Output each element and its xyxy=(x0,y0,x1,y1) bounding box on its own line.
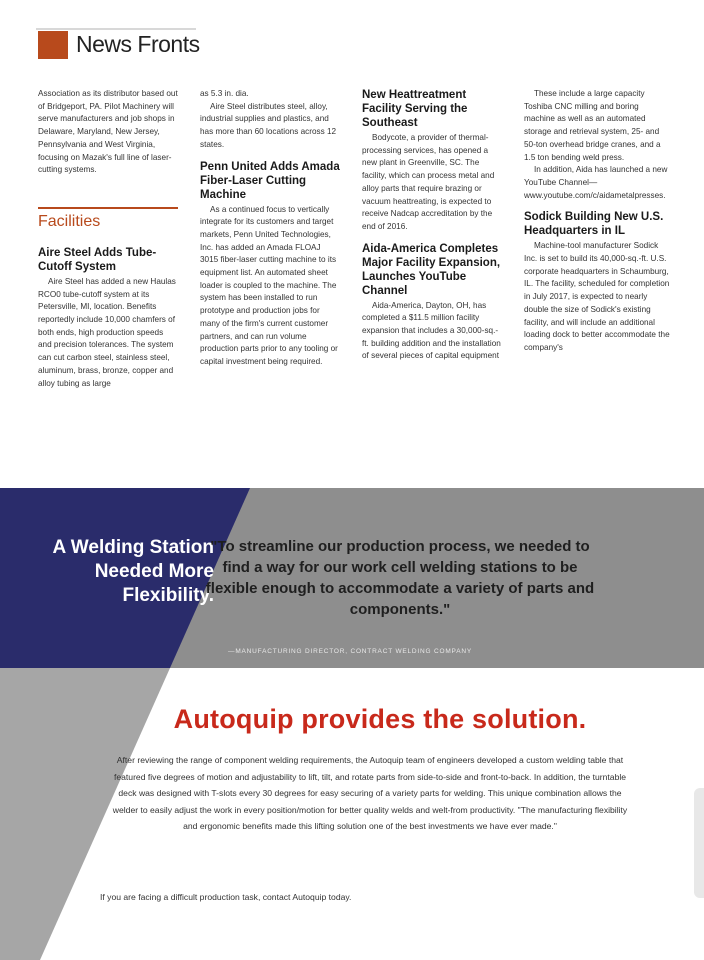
sodick-body: Machine-tool manufacturer Sodick Inc. is set to build its 40,000-sq.-ft. U.S. corporate headquarters in Schaumburg, IL. The facility, scheduled for completion in July 2017, is expected to nearly double the size of Sodick's existing facility, and will include an additional loading dock to better accommodate the company's xyxy=(524,241,670,352)
aida-america-headline: Aida-America Completes Major Facility Expansion, Launches YouTube Channel xyxy=(362,242,501,297)
page-edge-tab xyxy=(694,788,704,898)
sodick-headline: Sodick Building New U.S. Headquarters in IL xyxy=(524,211,664,238)
aire-steel-continued: as 5.3 in. dia. xyxy=(200,89,249,98)
aida-america-body: Aida-America, Dayton, OH, has completed a $11.5 million facility expansion that includes a 30,000-sq.-ft. building addition and the installation of several pieces of capital equipment xyxy=(362,300,501,361)
facilities-section-label: Facilities xyxy=(38,207,178,232)
section-title: News Fronts xyxy=(76,31,200,57)
aire-steel-continued-paragraph: Aire Steel distributes steel, alloy, industrial supplies and plastics, and has more than 60 locations across 12 states. xyxy=(200,101,337,149)
penn-united-headline: Penn United Adds Amada Fiber-Laser Cutting Machine xyxy=(200,160,340,201)
penn-united-body: As a continued focus to vertically integrate for its customers and target markets, Penn United Technologies, Inc. has added an Amada FLOAJ 3015 fiber-laser cutting machine to its equipment list. An automated sheet loader is coupled to the machine. The system has been installed to run prototype and production jobs for many of the firm's current customer partners, and can run volume production parts prior to any tooling or capital investment being required. xyxy=(200,204,338,366)
heattreatment-body: Bodycote, a provider of thermal-processing services, has opened a new plant in Greenville, SC. The facility, which can process metal and alloy parts that require brazing or vacuum heattreating, is expected to receive Nadcap accreditation by the end of 2016. xyxy=(362,133,495,231)
aire-steel-headline: Aire Steel Adds Tube-Cutoff System xyxy=(38,246,157,273)
ad-headline: A Welding Station Needed More Flexibility. xyxy=(52,537,214,606)
ad-solution-title: Autoquip provides the solution. xyxy=(173,704,587,734)
aida-continued-paragraph: These include a large capacity Toshiba CNC milling and boring machine as well as an automated storage and retrieval system, 25- and 50-ton overhead bridge cranes, and a 1.5 ton bending weld press. xyxy=(524,89,661,162)
column-1 xyxy=(38,88,178,390)
column-4 xyxy=(524,88,670,355)
aire-steel-body: Aire Steel has added a new Haulas RCO0 tube-cutoff system at its Petersville, MI, location. Benefits reportedly include 10,000 chamfers of both ends, high production speeds and precision tolerances. The system can cut carbon steel, stainless steel, aluminum, brass, bronze, copper and alloy tubing as large xyxy=(38,276,176,388)
intro-paragraph: Association as its distributor based out of Bridgeport, PA. Pilot Machinery will serve manufacturers and job shops in Delaware, Maryland, New Jersey, Pennsylvania and West Virginia, focusing on Mazak's full line of laser-cutting systems. xyxy=(38,89,178,175)
section-marker-square xyxy=(38,31,68,59)
aida-youtube-paragraph: In addition, Aida has launched a new YouTube Channel—www.youtube.com/c/aidametalpresses. xyxy=(524,165,668,200)
ad-solution-body: After reviewing the range of component welding requirements, the Autoquip team of engineers developed a custom welding table that featured five degrees of motion and adjustability to lift, tilt, and rotate parts from side-to-side and front-to-back. In addition, the turntable deck was designed with T-slots every 30 degrees for easy securing of a variety parts for welding. This unique combination allows the welder to easily adjust the work in every position/motion for better quality welds and welt-from productivity. "The manufacturing flexibility and ergonomic benefits made this lifting solution one of the best investments we have ever made." xyxy=(112,755,628,832)
heattreatment-headline: New Heattreatment Facility Serving the Southeast xyxy=(362,89,468,129)
column-2 xyxy=(200,88,340,369)
ad-quote: "To streamline our production process, we needed to find a way for our work cell welding stations to be flexible enough to accommodate a variety of parts and components." xyxy=(205,538,595,618)
column-3 xyxy=(362,88,502,363)
ad-solution-area xyxy=(0,668,704,960)
ad-attribution: —MANUFACTURING DIRECTOR, CONTRACT WELDING COMPANY xyxy=(228,648,472,655)
ad-banner xyxy=(0,488,704,668)
ad-closing-line: If you are facing a difficult production task, contact Autoquip today. xyxy=(100,892,352,902)
header-rule xyxy=(36,28,196,30)
